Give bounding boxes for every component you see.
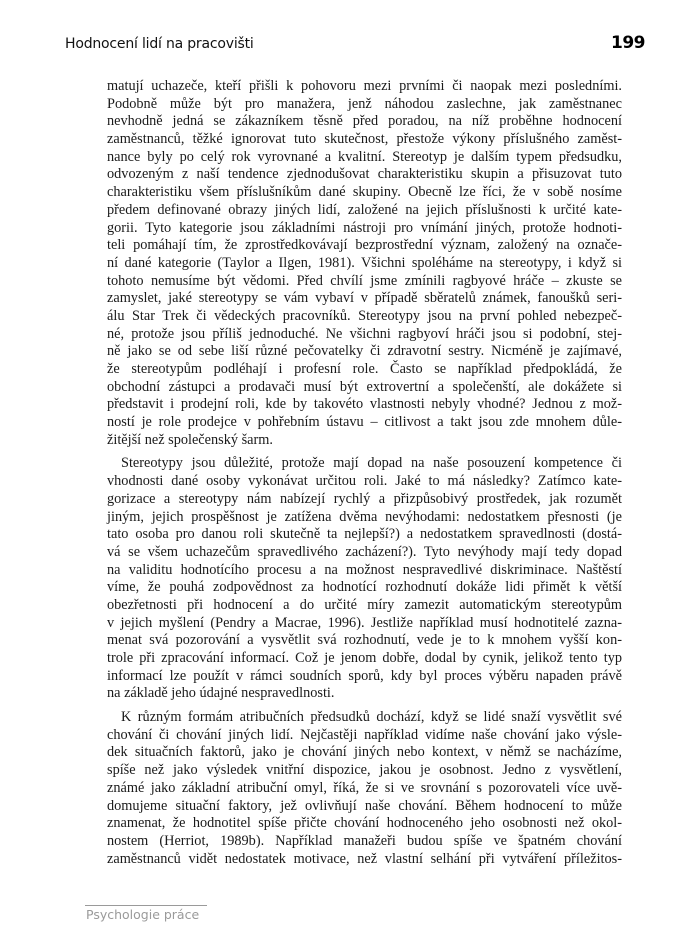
text-line: vá se všem uchazečům spravedlivého zacházení?). Tyto nevýhody mají tedy dopad <box>107 543 622 560</box>
paragraph <box>107 78 622 449</box>
text-line: ně jako se od sebe liší různé pečovatelky či zdravotní sestry. Nicméně je zajímavé, <box>107 343 622 360</box>
text-line: Stereotypy jsou důležité, protože mají dopad na naše posouzení kompetence či <box>121 455 622 472</box>
text-line: vhodnosti dané osoby vykonávat určitou roli. Jaké to má následky? Zatímco kate- <box>107 473 622 490</box>
footer-book-title: Psychologie práce <box>86 907 200 922</box>
text-line: známé jako základní atribuční omyl, říká, že si ve srovnání s pozorovateli více uvě- <box>107 779 622 796</box>
text-line: představit i prodejní roli, kde by takovéto vlastnosti nebyly vhodné? Jednou z mož- <box>107 396 622 413</box>
page-number: 199 <box>611 33 645 53</box>
text-line: nance byly po celý rok vyrovnané a kvalitní. Stereotyp je dalším typem předsudku, <box>107 148 622 165</box>
text-line: jiným, jejich prospěšnost je zatížena dvěma nevýhodami: nedostatkem přesnosti (je <box>107 508 622 525</box>
text-line: Podobně může být pro manažera, jenž náhodou zaslechne, jak zaměstnanec <box>107 95 622 112</box>
text-line: na základě jeho údajné nespravedlnosti. <box>107 685 335 702</box>
text-line: spíše než jako výsledek vnitřní dispozice, jakou je osobnost. Jedno z vysvětlení, <box>107 762 622 779</box>
text-line: informací lze použít v rámci soudních sporů, kdy byl proces výběru napaden právě <box>107 667 622 684</box>
text-line: teli pomáhají tím, že zprostředkovávají bezprostřední význam, založený na označe- <box>107 237 622 254</box>
text-line: chování či chování jiných lidí. Nejčastěji například vidíme naše chování jako výsle- <box>107 726 622 743</box>
text-line: tato osoba pro danou roli skutečně ta nejlepší?) a nedostatkem spravedlnosti (dostá- <box>107 526 622 543</box>
text-line: charakteristiku všem příslušníkům dané skupiny. Obecně lze říci, že v sobě nosíme <box>107 184 622 201</box>
text-line: álu Star Trek či vědeckých pracovníků. Stereotypy jsou na první pohled nebezpeč- <box>107 307 622 324</box>
text-line: K různým formám atribučních předsudků dochází, když se lidé snaží vysvětlit své <box>121 709 622 726</box>
text-line: zamyslet, jaké stereotypy se vám vybaví v případě sběratelů známek, fanoušků seri- <box>107 290 622 307</box>
running-head: Hodnocení lidí na pracovišti <box>65 36 254 52</box>
text-line: nevhodně jedná se zákazníkem těsně před poradou, na níž proběhne hodnocení <box>107 113 622 130</box>
text-line: ní dané kategorie (Taylor a Ilgen, 1981). Všichni spoléháme na stereotypy, i když si <box>107 254 622 271</box>
text-line: né, protože jsou příliš jednoduché. Ne všichni ragbyoví hráči jsou si podobní, stej- <box>107 325 622 342</box>
text-line: nostem (Herriot, 1989b). Například manažeři budou spíše ve špatném chování <box>107 832 622 849</box>
text-line: znamenat, že hodnotitel spíše přičte chování hodnoceného jeho osobnosti než okol- <box>107 815 622 832</box>
body-text <box>107 78 622 868</box>
paragraph <box>107 709 622 868</box>
text-line: ností je role prodejce v pohřebním ústavu – citlivost a takt jsou zde mnohem důle- <box>107 414 622 431</box>
text-line: dek situačních faktorů, jako je chování jiných nebo kontext, v němž se nacházíme, <box>107 744 622 761</box>
text-line: předem definované obrazy jiných lidí, založené na jejich příslušnosti k určité kate- <box>107 201 622 218</box>
text-line: obezřetnosti při hodnocení a do určité míry zamezit automatickým stereotypům <box>107 596 622 613</box>
text-line: matují uchazeče, kteří přišli k pohovoru mezi prvními či naopak mezi posledními. <box>107 78 622 94</box>
text-line: že stereotypům podléhají i profesní role. Často se například předpokládá, že <box>107 361 622 377</box>
text-line: gorizace a stereotypy nám nabízejí rychlý a přizpůsobivý prostředek, jak rozumět <box>107 490 622 507</box>
text-line: víme, že pouhá zodpovědnost za hodnotící rozhodnutí dokáže lidi přimět k větší <box>107 579 622 596</box>
text-line: gorii. Tyto kategorie jsou základními nástroji pro vnímání jiných, protože hodnoti- <box>107 219 622 236</box>
footer-rule <box>85 905 207 906</box>
text-line: žitější než společenský šarm. <box>107 431 273 448</box>
text-line: v jejich myšlení (Pendry a Macrae, 1996). Jestliže například musí hodnotitelé zazna- <box>107 614 622 631</box>
text-line: zaměstnanců vidět nedostatek motivace, než vlastní selhání při vytváření příležitos- <box>107 850 622 867</box>
text-line: obchodní zástupci a prodavači musí být extrovertní a společenští, ale dokážete si <box>107 378 622 395</box>
paragraph <box>107 455 622 703</box>
text-line: tohoto nemusíme být vědomi. Před chvílí jsme zmínili ragbyové hráče – zkuste se <box>107 272 622 289</box>
text-line: na validitu hodnotícího procesu a na možnost nespravedlivé diskriminace. Naštěstí <box>107 561 622 578</box>
text-line: domujeme situační faktory, jež ovlivňují naše chování. Během hodnocení to může <box>107 797 622 814</box>
text-line: odvozeným z naší tendence zjednodušovat charakteristiku skupin a přisuzovat tuto <box>107 166 622 183</box>
text-line: trole při zpracování informací. Což je jenom dobře, dodal by cynik, jelikož tento typ <box>107 650 622 666</box>
text-line: zaměstnanců, těžké ignorovat tuto skutečnost, přestože výkony příslušného zaměst- <box>107 131 622 148</box>
text-line: menat svá pozorování a vysvětlit svá rozhodnutí, vede je to k mnohem vyšší kon- <box>107 632 622 649</box>
